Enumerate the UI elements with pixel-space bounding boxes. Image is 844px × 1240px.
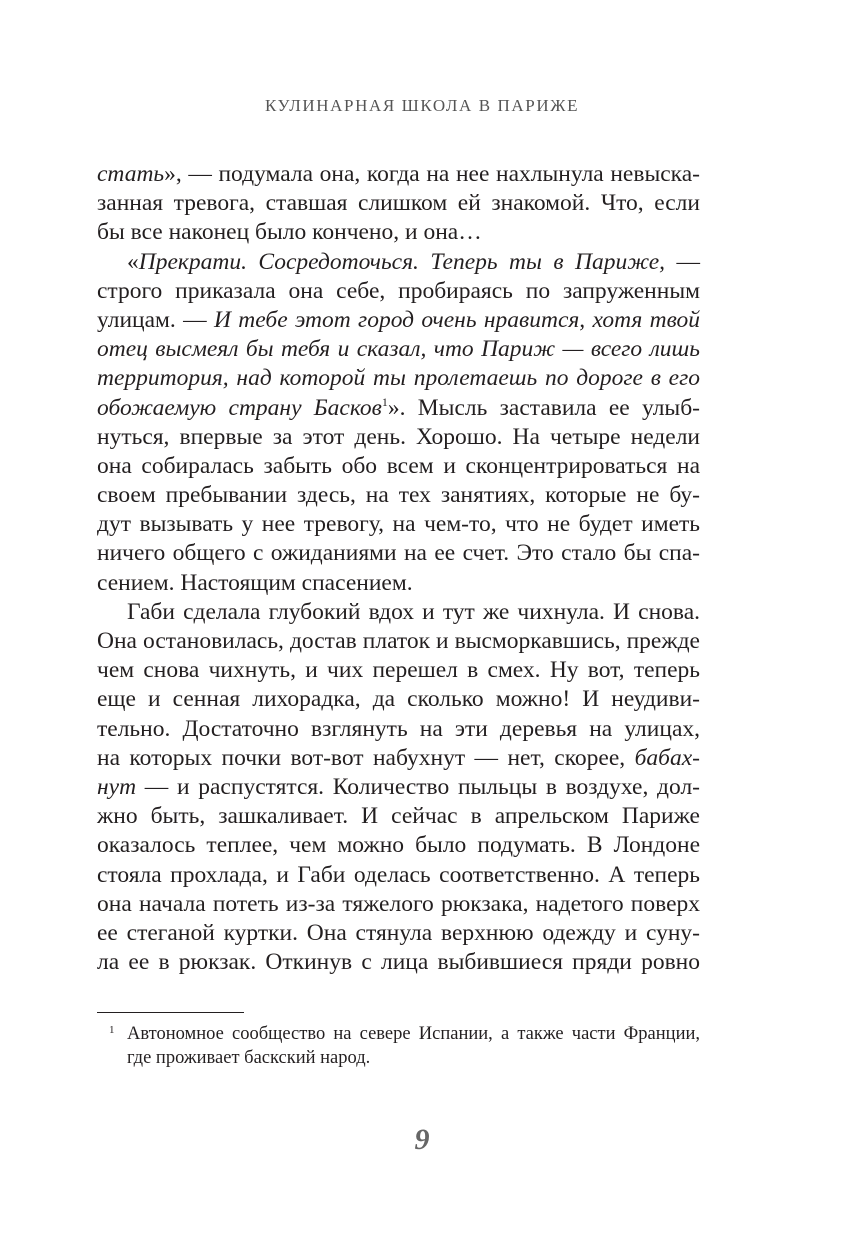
text-span: улицам. — bbox=[97, 306, 214, 333]
text-line: жно быть, зашкаливает. И сейчас в апрельском Париже bbox=[97, 803, 700, 830]
italic-text: стать bbox=[97, 161, 165, 187]
text-line: ничего общего с ожиданиями на ее счет. Это стало бы спа- bbox=[97, 540, 700, 567]
text-line bbox=[97, 744, 700, 773]
text-line bbox=[97, 773, 700, 802]
text-line: дут вызывать у нее тревогу, на чем-то, что не будет иметь bbox=[97, 511, 700, 538]
text-line bbox=[97, 364, 700, 393]
text-line: чем снова чихнуть, и чих перешел в смех. Ну вот, теперь bbox=[97, 657, 700, 684]
text-line: ла ее в рюкзак. Откинув с лица выбившиеся пряди ровно bbox=[97, 949, 700, 976]
italic-text: отец высмеял бы тебя и сказал, что Париж — всего лишь bbox=[97, 336, 700, 363]
text-line bbox=[97, 248, 700, 277]
footnote bbox=[97, 1022, 700, 1070]
text-line: она начала потеть из-за тяжелого рюкзака, надетого поверх bbox=[97, 890, 700, 917]
italic-text: бабах- bbox=[634, 744, 700, 771]
body-text bbox=[97, 160, 700, 977]
text-line: занная тревога, ставшая слишком ей знакомой. Что, если bbox=[97, 190, 700, 217]
text-line: она собиралась забыть обо всем и сконцентрироваться на bbox=[97, 452, 700, 479]
text-line: стояла прохлада, и Габи оделась соответственно. А теперь bbox=[97, 861, 700, 888]
text-line bbox=[97, 335, 700, 364]
text-line: Габи сделала глубокий вдох и тут же чихнула. И снова. bbox=[127, 598, 700, 625]
italic-text: Прекрати. Сосредоточься. Теперь ты в Париже, bbox=[138, 248, 666, 275]
footnote-line: где проживает баскский народ. bbox=[127, 1048, 371, 1068]
page-number: 9 bbox=[414, 1123, 430, 1156]
footnote-text: Автономное сообщество на севере Испании, а также части Франции, bbox=[127, 1024, 700, 1044]
italic-text: нут bbox=[97, 773, 137, 800]
text-line: Она остановилась, достав платок и высморкавшись, прежде bbox=[97, 628, 700, 654]
text-line: сением. Настоящим спасением. bbox=[97, 569, 413, 596]
italic-text: территория, над которой ты пролетаешь по дороге в его bbox=[97, 365, 700, 392]
text-span: « bbox=[127, 248, 139, 275]
italic-text: обожаемую страну Басков bbox=[97, 394, 382, 421]
text-line: ее стеганой куртки. Она стянула верхнюю одежду и суну- bbox=[97, 919, 700, 946]
footnote-reference[interactable]: 1 bbox=[381, 394, 388, 409]
text-span: — и распустятся. Количество пыльцы в воздухе, дол- bbox=[136, 773, 700, 800]
footnote-line: 1 Автономное сообщество на севере Испании, а также части Франции, bbox=[109, 1024, 700, 1044]
text-span: », — подумала она, когда на нее нахлынула невыска- bbox=[164, 161, 700, 187]
text-span: — bbox=[665, 248, 700, 275]
text-span: ». Мысль заставила ее улыб- bbox=[387, 394, 700, 421]
text-line bbox=[97, 160, 700, 189]
text-line: нуться, впервые за этот день. Хорошо. На четыре недели bbox=[97, 423, 700, 450]
text-line: своем пребывании здесь, на тех занятиях, которые не бу- bbox=[97, 482, 700, 509]
running-head: КУЛИНАРНАЯ ШКОЛА В ПАРИЖЕ bbox=[264, 96, 580, 115]
footnote-divider bbox=[97, 1012, 244, 1013]
text-line: тельно. Достаточно взглянуть на эти деревья на улицах, bbox=[97, 715, 700, 742]
text-line: еще и сенная лихорадка, да сколько можно! И неудиви- bbox=[97, 686, 700, 713]
text-line: бы все наконец было кончено, и она… bbox=[97, 219, 482, 246]
text-span: на которых почки вот-вот набухнут — нет, скорее, bbox=[97, 744, 635, 771]
text-line: строго приказала она себе, пробираясь по запруженным bbox=[97, 277, 700, 304]
text-line bbox=[97, 394, 700, 423]
text-line bbox=[97, 306, 700, 335]
text-line: оказалось теплее, чем можно было подумать. В Лондоне bbox=[97, 832, 700, 859]
italic-text: И тебе этот город очень нравится, хотя твой bbox=[213, 306, 700, 333]
